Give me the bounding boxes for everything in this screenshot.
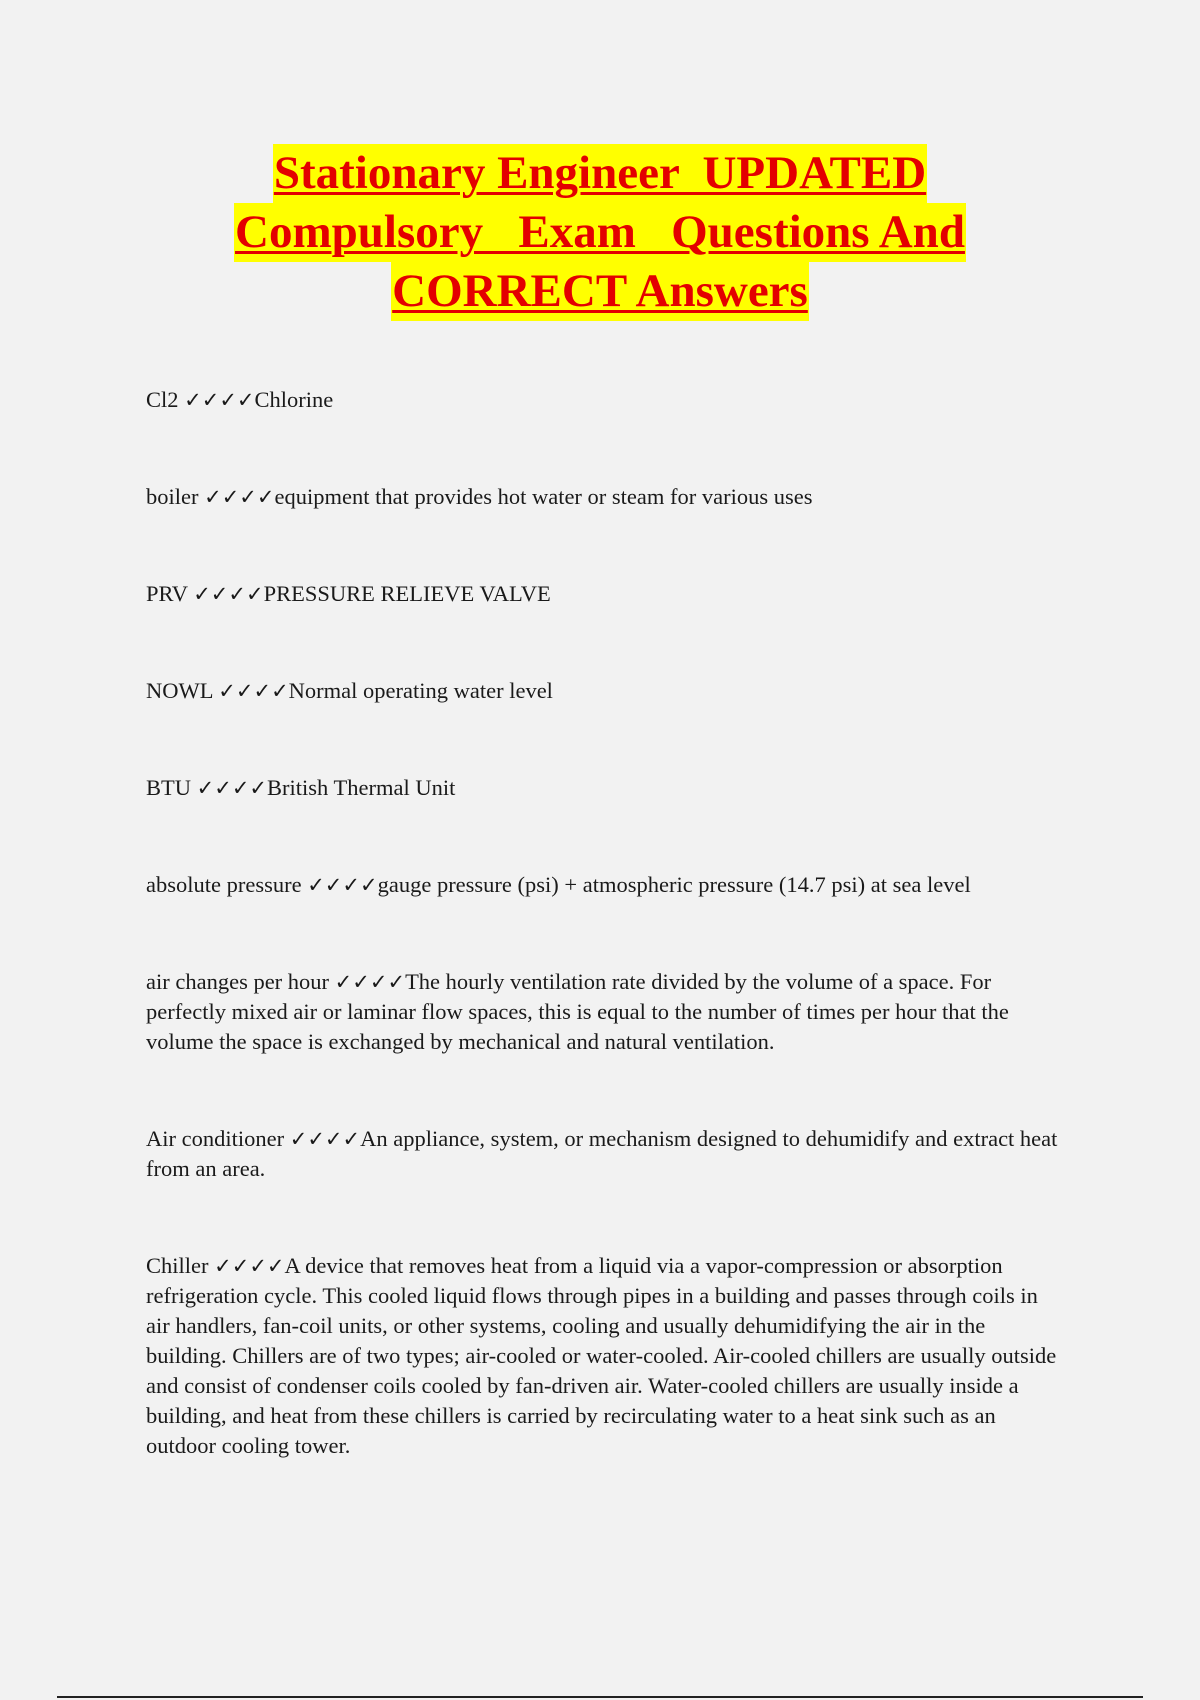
definition: equipment that provides hot water or steam for various uses bbox=[274, 484, 813, 509]
qa-entry-cl2 bbox=[146, 385, 1066, 415]
term: air changes per hour bbox=[146, 969, 330, 994]
term: NOWL bbox=[146, 678, 213, 703]
term: BTU bbox=[146, 775, 191, 800]
title-line-1: Stationary Engineer UPDATED bbox=[273, 144, 927, 203]
definition: Chlorine bbox=[254, 387, 334, 412]
definition: PRESSURE RELIEVE VALVE bbox=[263, 581, 551, 606]
check-marks-icon: ✓✓✓✓ bbox=[218, 679, 289, 703]
check-marks-icon: ✓✓✓✓ bbox=[307, 873, 378, 897]
qa-list bbox=[146, 385, 1066, 1528]
check-marks-icon: ✓✓✓✓ bbox=[204, 485, 275, 509]
qa-entry-chiller bbox=[146, 1251, 1066, 1461]
term: PRV bbox=[146, 581, 188, 606]
qa-entry-btu bbox=[146, 773, 1066, 803]
definition: gauge pressure (psi) + atmospheric pressure (14.7 psi) at sea level bbox=[377, 872, 971, 897]
term: Cl2 bbox=[146, 387, 179, 412]
title-line-2: Compulsory Exam Questions And bbox=[234, 203, 966, 262]
qa-entry-boiler bbox=[146, 482, 1066, 512]
check-marks-icon: ✓✓✓✓ bbox=[214, 1254, 285, 1278]
check-marks-icon: ✓✓✓✓ bbox=[193, 582, 264, 606]
page-bottom-rule bbox=[57, 1696, 1143, 1698]
definition: British Thermal Unit bbox=[267, 775, 456, 800]
definition: An appliance, system, or mechanism designed to dehumidify and extract heat from an area. bbox=[146, 1126, 1058, 1181]
definition: Normal operating water level bbox=[288, 678, 553, 703]
definition: The hourly ventilation rate divided by the volume of a space. For perfectly mixed air or laminar flow spaces, this is equal to the number of times per hour that the volume the space is exchanged by mechanical and natural ventilation. bbox=[146, 969, 1009, 1054]
document-title bbox=[150, 144, 1050, 321]
qa-entry-prv bbox=[146, 579, 1066, 609]
check-marks-icon: ✓✓✓✓ bbox=[196, 776, 268, 800]
term: boiler bbox=[146, 484, 199, 509]
qa-entry-nowl bbox=[146, 676, 1066, 706]
definition: A device that removes heat from a liquid via a vapor-compression or absorption refrigeration cycle. This cooled liquid flows through pipes in a building and passes through coils in air handlers, fan-coil units, or other systems, cooling and usually dehumidifying the air in the building. Chillers are of two types; air-cooled or water-cooled. Air-cooled chillers are usually outside and consist of condenser coils cooled by fan-driven air. Water-cooled chillers are usually inside a building, and heat from these chillers is carried by recirculating water to a heat sink such as an outdoor cooling tower. bbox=[146, 1253, 1057, 1458]
title-line-3: CORRECT Answers bbox=[391, 262, 809, 321]
check-marks-icon: ✓✓✓✓ bbox=[184, 388, 255, 412]
term: absolute pressure bbox=[146, 872, 302, 897]
qa-entry-air-conditioner bbox=[146, 1124, 1066, 1184]
term: Air conditioner bbox=[146, 1126, 285, 1151]
qa-entry-air-changes-per-hour bbox=[146, 967, 1066, 1057]
term: Chiller bbox=[146, 1253, 209, 1278]
check-marks-icon: ✓✓✓✓ bbox=[289, 1127, 361, 1151]
qa-entry-absolute-pressure bbox=[146, 870, 1066, 900]
check-marks-icon: ✓✓✓✓ bbox=[334, 970, 406, 994]
